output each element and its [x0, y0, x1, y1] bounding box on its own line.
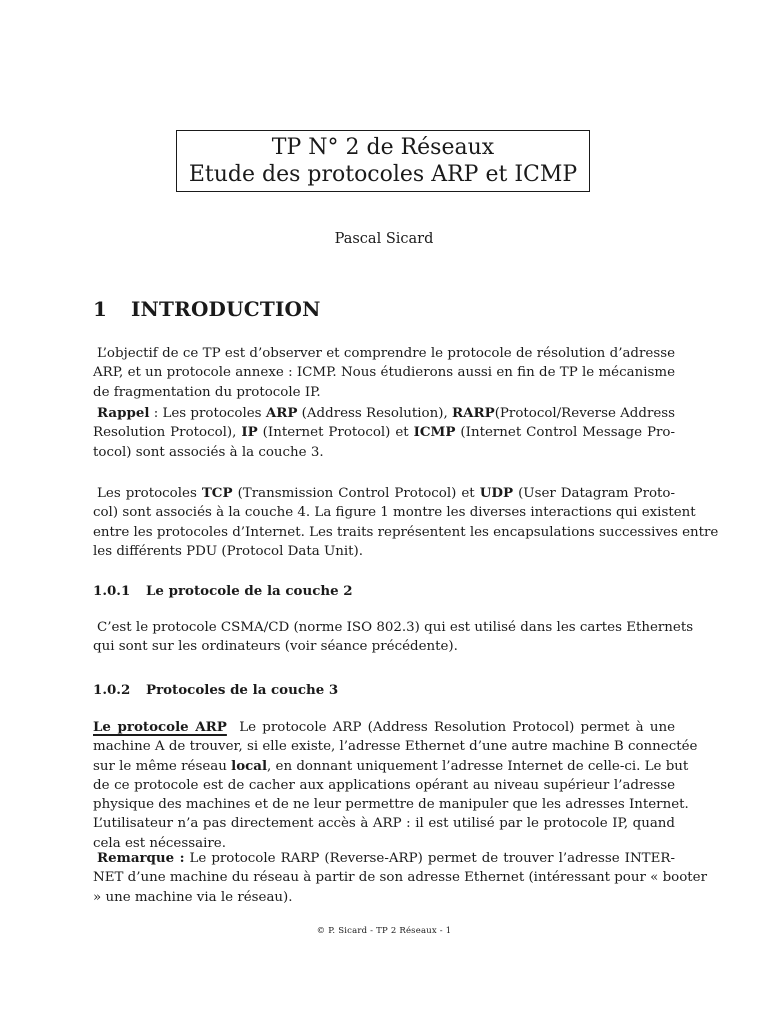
intro-line-2: ARP, et un protocole annexe : ICMP. Nous étudierons aussi en fin de TP le mécanisme — [93, 365, 675, 381]
rappel-paragraph: Rappel : Les protocoles ARP (Address Resolution), RARP(Protocol/Reverse Address Resolution Protocol), IP (Internet Protocol) et ICMP (Internet Control Message Pro- tocol) sont associés à la couche 3. — [93, 404, 675, 462]
arp-line-6: L’utilisateur n’a pas directement accès à ARP : il est utilisé par le protocole IP, quand — [93, 816, 675, 832]
arp-paragraph: Le protocole ARP Le protocole ARP (Address Resolution Protocol) permet à une machine A de trouver, si elle existe, l’adresse Ethernet d’une autre machine B connectée sur le même réseau local, en donnant uniquement l’adresse Internet de celle-ci. Le but de ce protocole est de cacher aux applications opérant au niveau supérieur l’adresse physique des machines et de ne leur permettre de manipuler que les adresses Internet. L’utilisateur n’a pas directement accès à ARP : il est utilisé par le protocole IP, quand cela est nécessaire. — [93, 718, 675, 853]
tcp-paragraph: Les protocoles TCP (Transmission Control Protocol) et UDP (User Datagram Proto- col) sont associés à la couche 4. La figure 1 montre les diverses interactions qui existent entre les protocoles d’Internet. Les traits représentent les encapsulations successives entre les différents PDU (Protocol Data Unit). — [93, 484, 675, 561]
ip-term: IP — [241, 424, 258, 441]
tcp-line-4: les différents PDU (Protocol Data Unit). — [93, 543, 364, 559]
intro-paragraph — [93, 344, 675, 402]
arp-line-5: physique des machines et de ne leur permettre de manipuler que les adresses Internet. — [93, 797, 689, 813]
icmp-term: ICMP — [413, 424, 456, 441]
remarque-paragraph: Remarque : Le protocole RARP (Reverse-ARP) permet de trouver l’adresse INTER- NET d’une machine du réseau à partir de son adresse Ethernet (intéressant pour « booter » une machine via le réseau). — [93, 849, 675, 907]
tcp-line-2: col) sont associés à la couche 4. La figure 1 montre les diverses interactions qui existent — [93, 505, 696, 521]
subsection-title: Protocoles de la couche 3 — [146, 682, 339, 698]
tcp-term: TCP — [201, 485, 233, 501]
tcp-line-3: entre les protocoles d’Internet. Les traits représentent les encapsulations successives entre — [93, 524, 719, 540]
arp-line-2: machine A de trouver, si elle existe, l’adresse Ethernet d’une autre machine B connectée — [93, 739, 698, 755]
arp-paragraph-heading: Le protocole ARP — [93, 719, 227, 735]
remarque-line-2: NET d’une machine du réseau à partir de son adresse Ethernet (intéressant pour « booter — [93, 870, 707, 886]
csma-line-2: qui sont sur les ordinateurs (voir séance précédente). — [93, 639, 458, 655]
local-term: local — [231, 757, 268, 774]
rappel-label: Rappel — [97, 405, 150, 421]
author: Pascal Sicard — [334, 231, 434, 247]
csma-paragraph — [93, 618, 694, 657]
arp-line-7: cela est nécessaire. — [93, 835, 226, 851]
remarque-label: Remarque : — [97, 850, 185, 866]
subsection-number: 1.0.2 — [93, 682, 131, 698]
intro-line-1: L’objectif de ce TP est d’observer et comprendre le protocole de résolution d’adresse — [97, 346, 675, 361]
title-box — [176, 130, 590, 192]
arp-term: ARP — [265, 405, 298, 421]
subsection-heading-1 — [93, 583, 353, 599]
subsection-heading-2 — [93, 682, 338, 698]
subsection-title: Le protocole de la couche 2 — [146, 583, 353, 599]
arp-line-4: de ce protocole est de cacher aux applications opérant au niveau supérieur l’adresse — [93, 777, 675, 793]
title-line-1: TP N° 2 de Réseaux — [271, 135, 495, 160]
intro-line-3: de fragmentation du protocole IP. — [93, 384, 321, 400]
rappel-line-3: tocol) sont associés à la couche 3. — [93, 444, 324, 460]
udp-term: UDP — [479, 485, 514, 501]
csma-line-1: C’est le protocole CSMA/CD (norme ISO 802.3) qui est utilisé dans les cartes Ethernets — [97, 620, 694, 635]
remarque-line-3: » une machine via le réseau). — [93, 889, 293, 905]
rarp-term: RARP — [451, 405, 495, 421]
section-heading — [93, 297, 321, 321]
subsection-number: 1.0.1 — [93, 583, 131, 599]
section-title: INTRODUCTION — [131, 297, 321, 321]
section-number: 1 — [93, 297, 108, 321]
title-line-2: Etude des protocoles ARP et ICMP — [188, 162, 578, 187]
page-footer: © P. Sicard - TP 2 Réseaux - 1 — [316, 926, 452, 936]
